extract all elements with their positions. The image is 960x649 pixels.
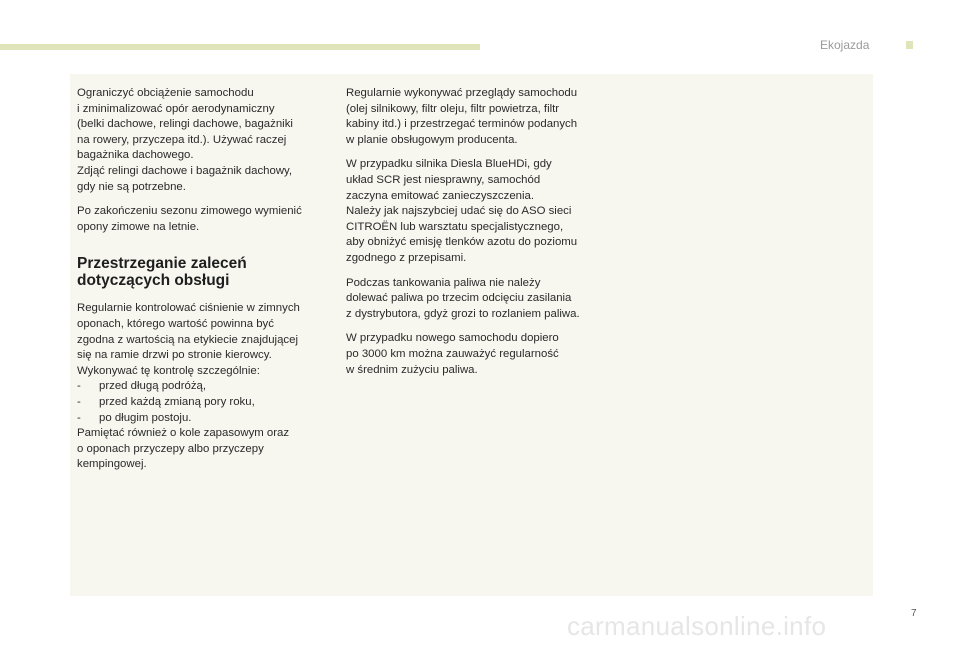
section-marker-square xyxy=(906,41,913,49)
tyre-check-list xyxy=(77,379,337,426)
paragraph-spare-wheel: Pamiętać również o kole zapasowym oraz o oponach przyczepy albo przyczepy kempingowej. xyxy=(77,427,290,471)
paragraph-refuelling: Podczas tankowania paliwa nie należy dolewać paliwa po trzecim odcięciu zasilania z dystrybutora, gdyż grozi to rozlaniem paliwa. xyxy=(346,276,580,320)
page-number: 7 xyxy=(911,608,917,619)
header-accent-bar xyxy=(0,44,480,50)
paragraph-load-reduction: Ograniczyć obciążenie samochodu i zminimalizować opór aerodynamiczny (belki dachowe, relingi dachowe, bagażniki na rowery, przyczepa itd.). Używać raczej bagażnika dachowego. Zdjąć relingi dachowe i bagażnik dachowy, gdy nie są potrzebne. xyxy=(77,87,293,193)
paragraph-tyre-pressure: Regularnie kontrolować ciśnienie w zimnych oponach, którego wartość powinna być zgodna z wartością na etykiecie znajdującej się na ramie drzwi po stronie kierowcy. Wykonywać tę kontrolę szczególnie: xyxy=(77,302,300,377)
paragraph-bluehdi-scr: W przypadku silnika Diesla BlueHDi, gdy układ SCR jest niesprawny, samochód zaczyna emitować zanieczyszczenia. Należy jak najszybciej udać się do ASO sieci CITROËN lub warsztatu specjalistycznego, aby obniżyć emisję tlenków azotu do poziomu zgodnego z przepisami. xyxy=(346,158,578,264)
paragraph-new-car-consumption: W przypadku nowego samochodu dopiero po 3000 km można zauważyć regularność w średnim zużyciu paliwa. xyxy=(346,332,559,376)
list-item: - przed każdą zmianą pory roku, xyxy=(77,395,337,411)
paragraph-winter-tyres: Po zakończeniu sezonu zimowego wymienić opony zimowe na letnie. xyxy=(77,205,302,233)
left-column xyxy=(77,86,337,482)
section-heading-maintenance: Przestrzeganie zaleceń dotyczących obsługi xyxy=(77,255,247,290)
right-column xyxy=(346,86,606,387)
paragraph-service-inspections: Regularnie wykonywać przeglądy samochodu (olej silnikowy, filtr oleju, filtr powietrza, filtr kabiny itd.) i przestrzegać terminów podanych w planie obsługowym producenta. xyxy=(346,87,578,146)
watermark-text: carmanualsonline.info xyxy=(567,611,827,641)
list-item: - po długim postoju. xyxy=(77,411,337,427)
section-title: Ekojazda xyxy=(820,38,870,52)
list-item: - przed długą podróżą, xyxy=(77,379,337,395)
